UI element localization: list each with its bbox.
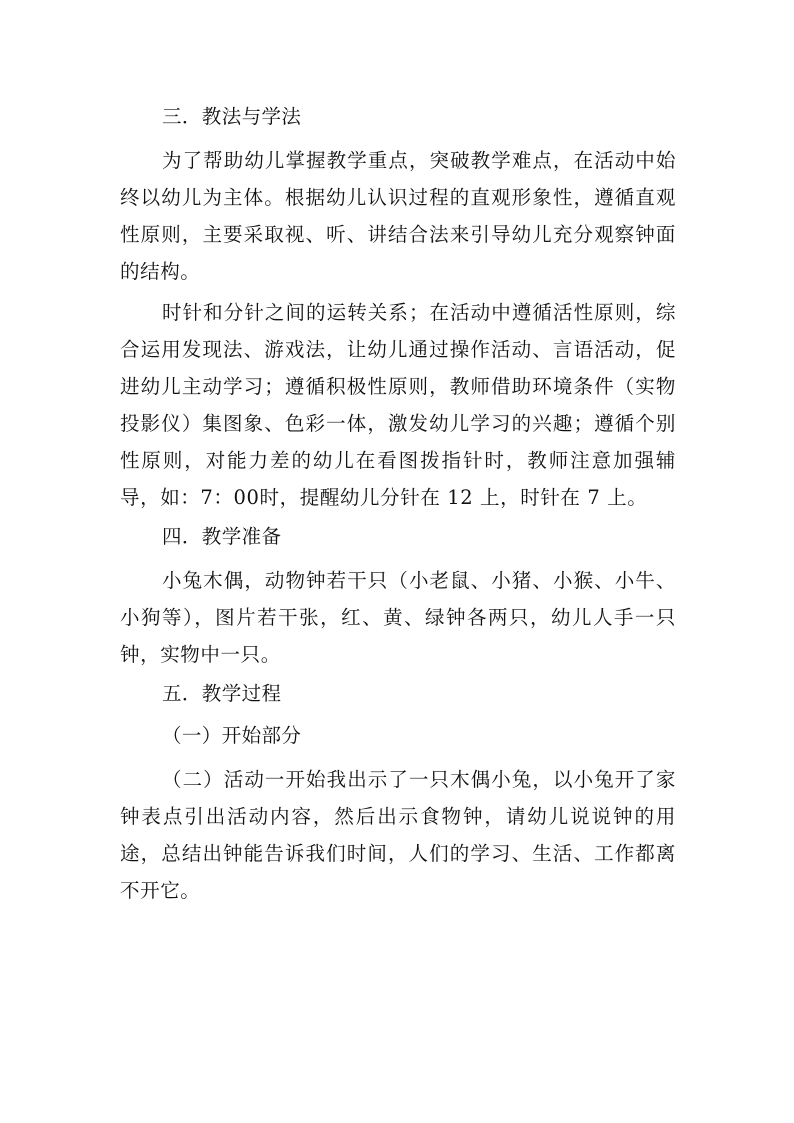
subsection-heading-opening: （一）开始部分: [162, 724, 302, 747]
section-heading-methods: 三．教法与学法: [162, 105, 302, 128]
paragraph-preparation: 小兔木偶，动物钟若干只（小老鼠、小猪、小猴、小牛、小狗等），图片若干张，红、黄、绿钟各两只，幼儿人手一只钟，实物中一只。: [120, 569, 676, 666]
section-heading-preparation: 四．教学准备: [162, 525, 282, 548]
section-heading-process: 五．教学过程: [162, 682, 282, 705]
paragraph-process-1: （二）活动一开始我出示了一只木偶小兔，以小兔开了家钟表点引出活动内容，然后出示食物钟，请幼儿说说钟的用途，总结出钟能告诉我们时间，人们的学习、生活、工作都离不开它。: [120, 768, 676, 902]
paragraph-methods-1: 为了帮助幼儿掌握教学重点，突破教学难点，在活动中始终以幼儿为主体。根据幼儿认识过程的直观形象性，遵循直观性原则，主要采取视、听、讲结合法来引导幼儿充分观察钟面的结构。: [120, 149, 676, 283]
paragraph-methods-2: 时针和分针之间的运转关系；在活动中遵循活性原则，综合运用发现法、游戏法，让幼儿通过操作活动、言语活动，促进幼儿主动学习；遵循积极性原则，教师借助环境条件（实物投影仪）集图象、色彩一体，激发幼儿学习的兴趣；遵循个别性原则，对能力差的幼儿在看图拨指针时，教师注意加强辅导，如：7：00时，提醒幼儿分针在 12 上，时针在 7 上。: [120, 301, 676, 509]
document-body: [120, 100, 676, 913]
